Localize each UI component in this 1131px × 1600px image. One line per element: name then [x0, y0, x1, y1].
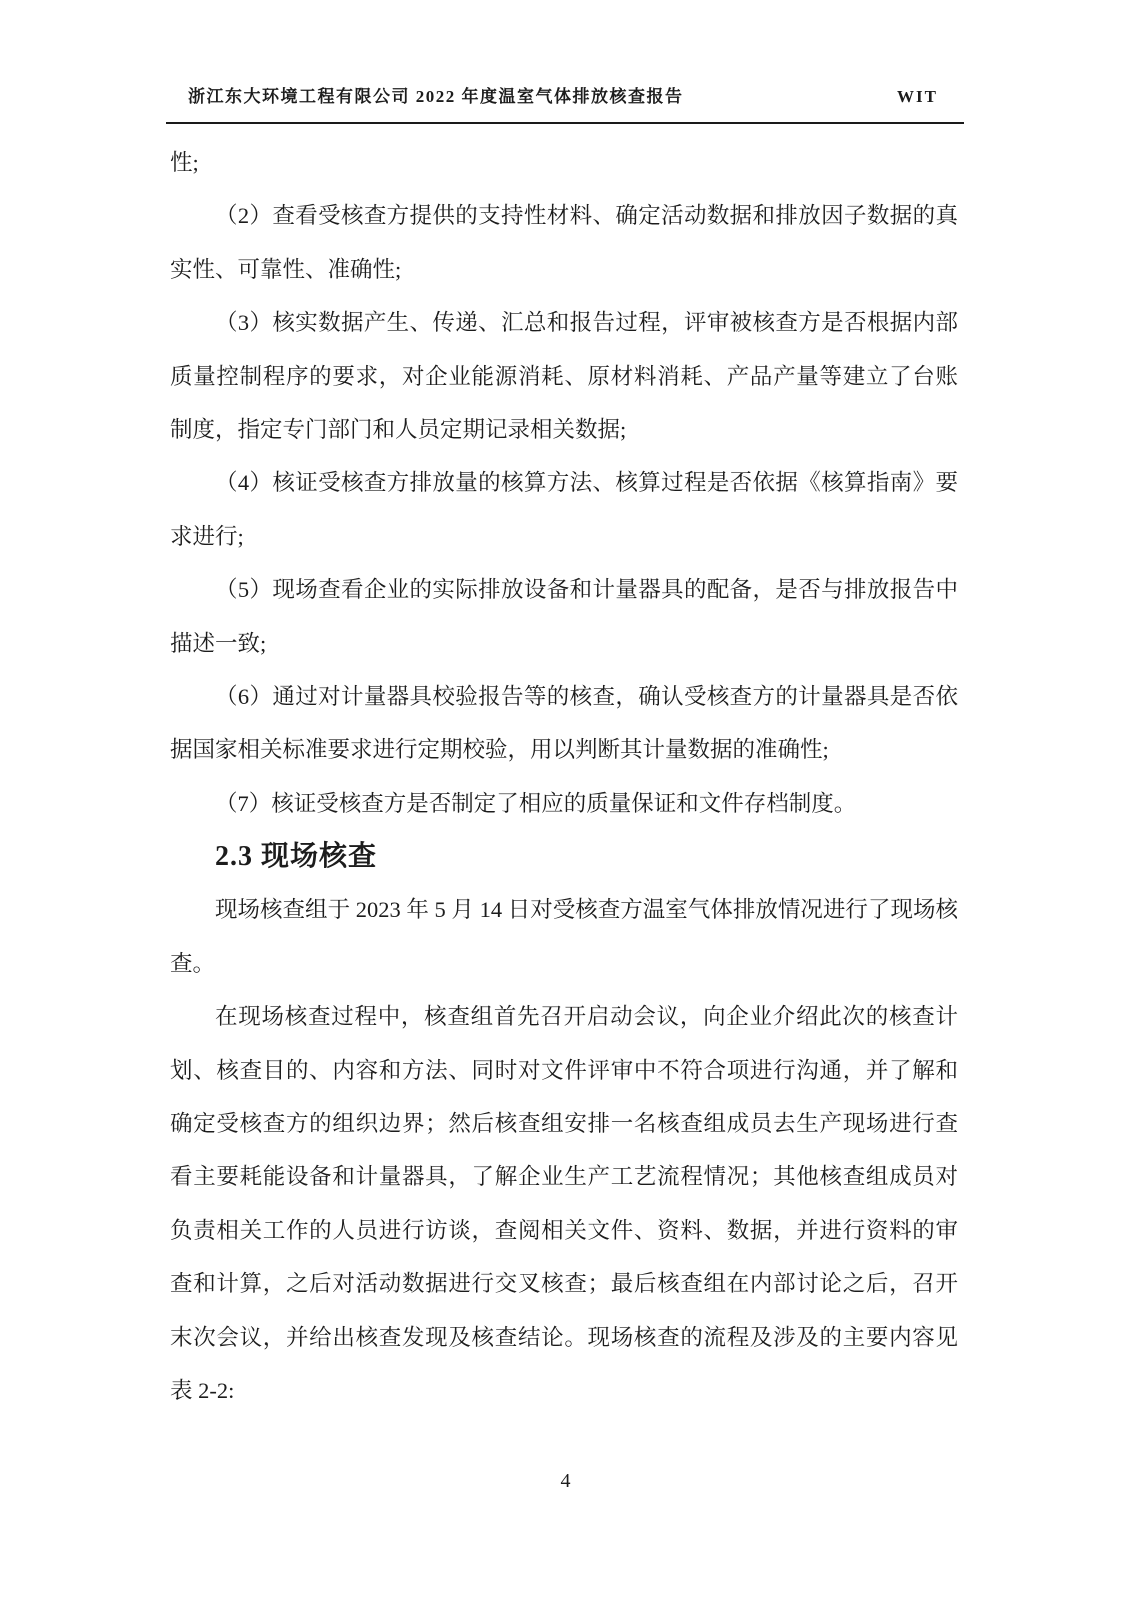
text-line: （7）核证受核查方是否制定了相应的质量保证和文件存档制度。	[215, 790, 857, 816]
text-line: 查和计算，之后对活动数据进行交叉核查；最后核查组在内部讨论之后，召开	[170, 1271, 958, 1297]
text-line: 划、核查目的、内容和方法、同时对文件评审中不符合项进行沟通，并了解和	[170, 1057, 958, 1083]
text-line: 质量控制程序的要求，对企业能源消耗、原材料消耗、产品产量等建立了台账	[170, 363, 958, 389]
text-line: 制度，指定专门部门和人员定期记录相关数据;	[170, 416, 627, 442]
text-line: 据国家相关标准要求进行定期校验，用以判断其计量数据的准确性;	[170, 737, 829, 763]
text-line: 表 2-2:	[170, 1377, 235, 1403]
document-body	[170, 136, 958, 1417]
brand-mark: WIT	[897, 87, 938, 106]
text-line: 负责相关工作的人员进行访谈，查阅相关文件、资料、数据，并进行资料的审	[170, 1217, 958, 1243]
text-line: 求进行;	[170, 523, 244, 549]
text-line: （6）通过对计量器具校验报告等的核查，确认受核查方的计量器具是否依	[215, 683, 958, 709]
text-line: （3）核实数据产生、传递、汇总和报告过程，评审被核查方是否根据内部	[215, 310, 958, 336]
text-line: （2）查看受核查方提供的支持性材料、确定活动数据和排放因子数据的真	[215, 203, 958, 229]
text-line: （4）核证受核查方排放量的核算方法、核算过程是否依据《核算指南》要	[215, 470, 958, 496]
text-line: 性;	[170, 150, 199, 175]
section-heading: 2.3 现场核查	[215, 841, 378, 873]
page-footer	[0, 1470, 1131, 1493]
text-line: 实性、可靠性、准确性;	[170, 256, 402, 282]
text-line: 查。	[170, 950, 216, 976]
text-line: 末次会议，并给出核查发现及核查结论。现场核查的流程及涉及的主要内容见	[170, 1324, 958, 1350]
text-line: （5）现场查看企业的实际排放设备和计量器具的配备，是否与排放报告中	[215, 577, 958, 603]
report-title: 浙江东大环境工程有限公司 2022 年度温室气体排放核查报告	[188, 87, 684, 106]
text-line: 确定受核查方的组织边界；然后核查组安排一名核查组成员去生产现场进行查	[170, 1111, 958, 1137]
text-line: 看主要耗能设备和计量器具，了解企业生产工艺流程情况；其他核查组成员对	[170, 1164, 958, 1190]
text-line: 在现场核查过程中，核查组首先召开启动会议，向企业介绍此次的核查计	[215, 1004, 958, 1030]
page-number: 4	[560, 1470, 571, 1492]
text-line: 现场核查组于 2023 年 5 月 14 日对受核查方温室气体排放情况进行了现场核	[215, 897, 958, 923]
text-line: 描述一致;	[170, 630, 267, 656]
page-header	[166, 82, 964, 124]
